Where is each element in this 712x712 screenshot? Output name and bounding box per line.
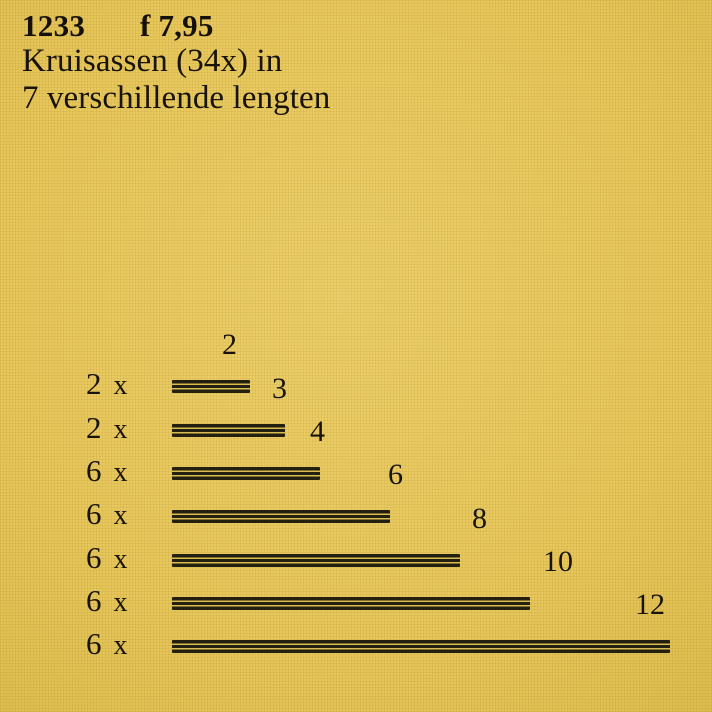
axle-count: 6 x [86,540,129,575]
length-label: 4 [310,415,325,448]
item-description [22,43,682,117]
length-label: 6 [388,458,403,491]
axle-bar [172,510,390,523]
axle-bar [172,597,530,610]
item-price: f 7,95 [140,8,214,43]
axle-count: 6 x [86,496,129,531]
table-row [0,540,712,586]
description-line-2: 7 verschillende lengten [22,79,331,116]
axle-count: 6 x [86,453,129,488]
table-row [0,496,712,542]
axle-bar [172,640,670,653]
length-label: 10 [543,545,573,578]
description-line-1: Kruisassen (34x) in [22,43,283,79]
axle-count: 6 x [86,626,129,661]
title-row [22,10,682,41]
length-label: 12 [635,588,665,621]
length-label: 2 [222,328,237,361]
item-number: 1233 [22,8,86,43]
axle-bar [172,554,460,567]
item-header [22,10,682,117]
axle-bar [172,467,320,480]
axle-count: 6 x [86,583,129,618]
axle-bar [172,380,250,393]
table-row [0,626,712,672]
length-label: 3 [272,372,287,405]
table-row [0,583,712,629]
axle-count: 2 x [86,366,129,401]
axle-length-diagram [0,318,712,712]
table-row [0,453,712,499]
axle-bar [172,424,285,437]
table-row [0,366,712,412]
axle-count: 2 x [86,410,129,445]
length-label: 8 [472,502,487,535]
table-row [0,410,712,456]
